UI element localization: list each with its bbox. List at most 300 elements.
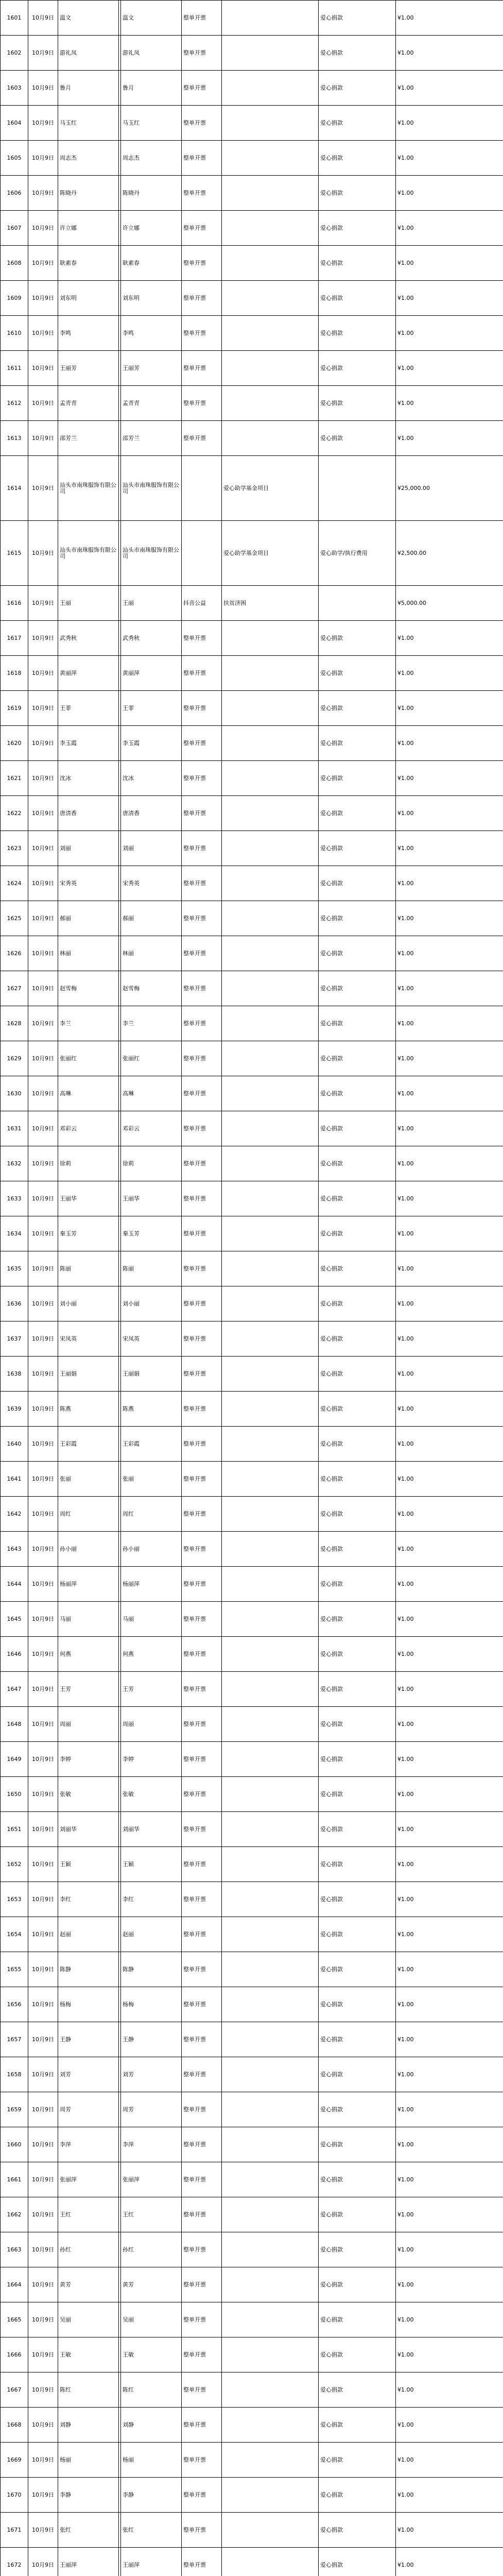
table-cell: 1663 (1, 2232, 28, 2267)
table-cell: 陈丽 (58, 1251, 119, 1286)
table-cell: ¥1.00 (396, 2408, 503, 2443)
table-cell: 10月9日 (28, 1952, 58, 1987)
table-cell: ¥1.00 (396, 1, 503, 36)
table-cell: ¥1.00 (396, 1427, 503, 1462)
table-cell (222, 1006, 319, 1041)
table-cell: 1623 (1, 831, 28, 866)
table-cell: 整单开票 (182, 1742, 222, 1777)
table-cell: 1662 (1, 2197, 28, 2232)
table-row (1, 971, 503, 1006)
table-cell: 10月9日 (28, 521, 58, 586)
table-cell: 黄丽萍 (58, 656, 119, 691)
table-cell: 爱心捐款 (319, 726, 396, 761)
table-cell: 1642 (1, 1497, 28, 1532)
table-cell (319, 456, 396, 521)
table-cell: 10月9日 (28, 1637, 58, 1672)
table-cell: 周红 (121, 1497, 182, 1532)
table-cell: 爱心捐款 (319, 1427, 396, 1462)
table-cell: 10月9日 (28, 1427, 58, 1462)
table-cell: 李婷 (58, 1742, 119, 1777)
table-cell: ¥1.00 (396, 2443, 503, 2478)
table-cell: 10月9日 (28, 2197, 58, 2232)
table-cell: 爱心捐款 (319, 2232, 396, 2267)
table-cell: 1660 (1, 2127, 28, 2162)
table-cell: 爱心捐款 (319, 281, 396, 316)
table-cell: 爱心捐款 (319, 1952, 396, 1987)
table-cell: ¥1.00 (396, 386, 503, 421)
table-cell: 张丽红 (121, 1041, 182, 1076)
table-cell: 刘丽 (121, 831, 182, 866)
table-cell: 爱心捐款 (319, 1567, 396, 1602)
table-row (1, 2057, 503, 2092)
table-cell: 整单开票 (182, 141, 222, 176)
table-cell: 1635 (1, 1251, 28, 1286)
table-cell: 1612 (1, 386, 28, 421)
table-cell (182, 521, 222, 586)
table-cell: 游礼凤 (58, 36, 119, 71)
table-cell: ¥1.00 (396, 1847, 503, 1882)
table-cell: 爱心捐款 (319, 1742, 396, 1777)
table-cell: 陈红 (121, 2372, 182, 2408)
table-cell: 10月9日 (28, 456, 58, 521)
table-row (1, 1707, 503, 1742)
table-cell: 10月9日 (28, 726, 58, 761)
table-cell: 10月9日 (28, 1812, 58, 1847)
table-row (1, 2267, 503, 2302)
table-cell: 爱心捐款 (319, 2337, 396, 2372)
table-cell: 整单开票 (182, 1357, 222, 1392)
table-cell: 1656 (1, 1987, 28, 2022)
table-cell (222, 1216, 319, 1251)
table-cell: 整单开票 (182, 1041, 222, 1076)
table-cell (222, 1777, 319, 1812)
table-cell: ¥1.00 (396, 2092, 503, 2127)
table-cell (222, 2092, 319, 2127)
table-row (1, 1357, 503, 1392)
table-cell (222, 36, 319, 71)
table-cell: 10月9日 (28, 2022, 58, 2057)
table-cell: 爱心捐款 (319, 1707, 396, 1742)
table-cell: 整单开票 (182, 281, 222, 316)
table-cell: 整单开票 (182, 2162, 222, 2197)
table-cell: 爱心捐款 (319, 2057, 396, 2092)
table-cell: 许立娜 (121, 211, 182, 246)
table-cell: 10月9日 (28, 691, 58, 726)
table-cell: 孟青青 (58, 386, 119, 421)
table-cell: 陈红 (58, 2372, 119, 2408)
table-cell (222, 1041, 319, 1076)
table-cell: 王丽芳 (121, 351, 182, 386)
table-cell: 整单开票 (182, 1392, 222, 1427)
table-row (1, 2162, 503, 2197)
table-row (1, 106, 503, 141)
table-cell: 王颖 (58, 1847, 119, 1882)
table-cell (222, 2022, 319, 2057)
table-cell: 王菲 (58, 691, 119, 726)
table-cell: 刘丽华 (121, 1812, 182, 1847)
table-cell: ¥1.00 (396, 421, 503, 456)
table-cell: ¥2,500.00 (396, 521, 503, 586)
table-cell (222, 1462, 319, 1497)
table-cell: ¥1.00 (396, 246, 503, 281)
table-cell: 爱心捐款 (319, 1, 396, 36)
table-cell: 李静 (58, 2478, 119, 2513)
table-cell: ¥1.00 (396, 71, 503, 106)
table-row (1, 726, 503, 761)
table-cell (222, 726, 319, 761)
table-cell: 张敏 (58, 1777, 119, 1812)
table-cell: 王静 (121, 2022, 182, 2057)
table-cell: 1666 (1, 2337, 28, 2372)
table-cell: 1605 (1, 141, 28, 176)
table-cell: 李萍 (58, 2127, 119, 2162)
table-cell: 汕头市南珠服饰有限公司 (58, 521, 119, 586)
table-row (1, 1216, 503, 1251)
table-cell: ¥1.00 (396, 1882, 503, 1917)
table-cell (222, 1286, 319, 1321)
table-cell: 整单开票 (182, 691, 222, 726)
table-cell: 杨丽萍 (121, 1567, 182, 1602)
table-cell (222, 1497, 319, 1532)
table-cell: 1637 (1, 1321, 28, 1357)
table-cell: ¥1.00 (396, 621, 503, 656)
table-cell: 1619 (1, 691, 28, 726)
table-cell: 10月9日 (28, 2513, 58, 2548)
table-row (1, 1041, 503, 1076)
table-cell: 爱心捐款 (319, 386, 396, 421)
table-cell: 刘静 (58, 2408, 119, 2443)
table-cell: ¥1.00 (396, 901, 503, 936)
table-cell: 1634 (1, 1216, 28, 1251)
table-cell (222, 1, 319, 36)
table-cell: 整单开票 (182, 1952, 222, 1987)
table-cell (222, 1392, 319, 1427)
table-cell: 爱心捐款 (319, 2443, 396, 2478)
table-row (1, 796, 503, 831)
table-cell: 爱心捐款 (319, 1672, 396, 1707)
table-cell: 10月9日 (28, 211, 58, 246)
table-cell: 王彩霞 (121, 1427, 182, 1462)
table-cell: 整单开票 (182, 1812, 222, 1847)
table-cell: 爱心捐款 (319, 1111, 396, 1146)
table-cell: 吴丽 (121, 2302, 182, 2337)
table-cell: 爱心捐款 (319, 1181, 396, 1216)
table-cell: 1602 (1, 36, 28, 71)
table-cell: ¥1.00 (396, 2197, 503, 2232)
table-cell (222, 2408, 319, 2443)
table-cell: 李鸣 (58, 316, 119, 351)
table-cell: 高琳 (121, 1076, 182, 1111)
table-cell: 何燕 (58, 1637, 119, 1672)
table-cell: ¥1.00 (396, 106, 503, 141)
table-cell: 10月9日 (28, 2267, 58, 2302)
table-cell: ¥1.00 (396, 761, 503, 796)
table-cell: 爱心捐款 (319, 1251, 396, 1286)
table-cell: 10月9日 (28, 1251, 58, 1286)
table-cell: 1621 (1, 761, 28, 796)
table-cell: 宋凤英 (58, 1321, 119, 1357)
table-cell: ¥1.00 (396, 1321, 503, 1357)
table-row (1, 176, 503, 211)
table-cell: 1644 (1, 1567, 28, 1602)
table-cell: 周芳 (121, 2092, 182, 2127)
table-cell: 1668 (1, 2408, 28, 2443)
table-row (1, 456, 503, 521)
table-cell (222, 1672, 319, 1707)
table-cell: 爱心捐款 (319, 1321, 396, 1357)
table-cell: 整单开票 (182, 106, 222, 141)
table-cell: 10月9日 (28, 1111, 58, 1146)
table-cell: 10月9日 (28, 316, 58, 351)
table-cell: 爱心捐款 (319, 1847, 396, 1882)
table-cell: ¥1.00 (396, 1917, 503, 1952)
table-cell: 何燕 (121, 1637, 182, 1672)
table-cell: 整单开票 (182, 971, 222, 1006)
table-cell: 整单开票 (182, 2092, 222, 2127)
table-cell: ¥1.00 (396, 281, 503, 316)
table-cell (222, 1321, 319, 1357)
table-cell: 刘小丽 (121, 1286, 182, 1321)
table-body (1, 1, 503, 2576)
table-cell: ¥1.00 (396, 2057, 503, 2092)
table-cell: 整单开票 (182, 316, 222, 351)
table-row (1, 1847, 503, 1882)
table-cell: 王菲 (121, 691, 182, 726)
table-cell: 整单开票 (182, 2022, 222, 2057)
table-cell: 10月9日 (28, 1567, 58, 1602)
table-cell: 1652 (1, 1847, 28, 1882)
table-cell: ¥1.00 (396, 2478, 503, 2513)
table-cell: 沈冰 (58, 761, 119, 796)
table-cell: ¥1.00 (396, 2372, 503, 2408)
table-row (1, 211, 503, 246)
table-cell: 爱心捐款 (319, 1041, 396, 1076)
table-cell: ¥1.00 (396, 1637, 503, 1672)
table-cell: ¥1.00 (396, 1602, 503, 1637)
table-cell: 李鸣 (121, 316, 182, 351)
table-row (1, 1602, 503, 1637)
table-row (1, 1987, 503, 2022)
table-cell: 徐莉 (121, 1146, 182, 1181)
table-cell: 1643 (1, 1532, 28, 1567)
table-cell (222, 2443, 319, 2478)
table-cell: 1631 (1, 1111, 28, 1146)
table-cell (222, 691, 319, 726)
table-cell: 1616 (1, 586, 28, 621)
table-cell: 张红 (121, 2513, 182, 2548)
table-cell: 爱心捐款 (319, 656, 396, 691)
table-cell: 耿素春 (58, 246, 119, 281)
table-cell: 10月9日 (28, 141, 58, 176)
table-row (1, 1392, 503, 1427)
table-cell: 整单开票 (182, 1181, 222, 1216)
table-cell (222, 2548, 319, 2576)
table-cell: 10月9日 (28, 1742, 58, 1777)
table-cell: 唐清香 (58, 796, 119, 831)
table-cell: 邵芳兰 (58, 421, 119, 456)
table-cell: 1617 (1, 621, 28, 656)
table-cell: 整单开票 (182, 1637, 222, 1672)
table-cell: 爱心捐款 (319, 141, 396, 176)
table-cell: 张丽萍 (58, 2162, 119, 2197)
table-cell: 1628 (1, 1006, 28, 1041)
table-cell: 爱心捐款 (319, 2092, 396, 2127)
table-cell: 爱心捐款 (319, 866, 396, 901)
table-cell: 整单开票 (182, 2057, 222, 2092)
table-cell: ¥1.00 (396, 1392, 503, 1427)
table-cell: ¥1.00 (396, 1532, 503, 1567)
table-cell: 1645 (1, 1602, 28, 1637)
table-row (1, 621, 503, 656)
table-cell: 1641 (1, 1462, 28, 1497)
table-cell: ¥5,000.00 (396, 586, 503, 621)
table-cell: 整单开票 (182, 2478, 222, 2513)
table-cell: 爱心捐款 (319, 1006, 396, 1041)
table-cell: 王红 (121, 2197, 182, 2232)
table-cell (222, 1847, 319, 1882)
table-cell: 整单开票 (182, 351, 222, 386)
table-cell: 10月9日 (28, 1321, 58, 1357)
table-cell: 宋凤英 (121, 1321, 182, 1357)
table-cell: 10月9日 (28, 1041, 58, 1076)
table-cell: 爱心捐款 (319, 1357, 396, 1392)
table-cell (222, 246, 319, 281)
table-cell: 10月9日 (28, 2092, 58, 2127)
table-cell (222, 901, 319, 936)
table-cell: 整单开票 (182, 1286, 222, 1321)
table-cell: ¥1.00 (396, 1357, 503, 1392)
table-cell: 高琳 (58, 1076, 119, 1111)
table-cell: 赵丽 (121, 1917, 182, 1952)
table-cell: 爱心捐款 (319, 2408, 396, 2443)
table-cell: 杨梅 (58, 1987, 119, 2022)
table-cell: ¥1.00 (396, 1952, 503, 1987)
table-cell: 爱心助学/执行费用 (319, 521, 396, 586)
table-cell: 整单开票 (182, 2302, 222, 2337)
table-cell: 1604 (1, 106, 28, 141)
table-cell: 整单开票 (182, 1076, 222, 1111)
table-cell (222, 1602, 319, 1637)
table-row (1, 1882, 503, 1917)
table-cell: 1649 (1, 1742, 28, 1777)
table-cell: 张丽 (121, 1462, 182, 1497)
table-cell: 孙小丽 (121, 1532, 182, 1567)
table-cell: 1664 (1, 2267, 28, 2302)
table-cell: 整单开票 (182, 1146, 222, 1181)
table-row (1, 2232, 503, 2267)
table-cell (222, 71, 319, 106)
table-cell: ¥1.00 (396, 866, 503, 901)
table-cell: 爱心捐款 (319, 796, 396, 831)
table-cell: 爱心捐款 (319, 1532, 396, 1567)
table-cell (222, 1882, 319, 1917)
table-cell: ¥1.00 (396, 1777, 503, 1812)
table-row (1, 831, 503, 866)
table-cell: 爱心助学基金项目 (222, 521, 319, 586)
table-cell (182, 456, 222, 521)
table-cell (222, 386, 319, 421)
table-cell: 1669 (1, 2443, 28, 2478)
table-cell: 李静 (121, 2478, 182, 2513)
table-cell: 爱心捐款 (319, 2162, 396, 2197)
table-cell: 10月9日 (28, 1462, 58, 1497)
table-cell: 爱心捐款 (319, 71, 396, 106)
table-cell: 孟青青 (121, 386, 182, 421)
table-cell: 爱心捐款 (319, 1392, 396, 1427)
table-cell: ¥1.00 (396, 176, 503, 211)
table-row (1, 2548, 503, 2576)
table-cell: 爱心捐款 (319, 316, 396, 351)
table-cell: 秦玉芳 (58, 1216, 119, 1251)
table-cell: 10月9日 (28, 281, 58, 316)
table-cell: 10月9日 (28, 1497, 58, 1532)
table-cell: 爱心捐款 (319, 2513, 396, 2548)
table-cell: 王敏 (121, 2337, 182, 2372)
table-cell: ¥1.00 (396, 1812, 503, 1847)
table-cell (222, 2232, 319, 2267)
table-cell (222, 421, 319, 456)
table-cell: 1614 (1, 456, 28, 521)
table-cell: ¥1.00 (396, 726, 503, 761)
table-cell: 爱心捐款 (319, 351, 396, 386)
table-cell: 王彩霞 (58, 1427, 119, 1462)
table-cell: 爱心助学基金项目 (222, 456, 319, 521)
table-cell: 10月9日 (28, 71, 58, 106)
table-cell: ¥1.00 (396, 2267, 503, 2302)
table-cell: 王丽娟 (58, 1357, 119, 1392)
table-cell: 刘丽华 (58, 1812, 119, 1847)
table-cell: 杨丽 (121, 2443, 182, 2478)
table-cell: 张丽萍 (121, 2162, 182, 2197)
table-cell: ¥1.00 (396, 2232, 503, 2267)
table-cell: ¥1.00 (396, 1707, 503, 1742)
table-cell: 整单开票 (182, 176, 222, 211)
table-cell: ¥1.00 (396, 1006, 503, 1041)
table-cell: 爱心捐款 (319, 971, 396, 1006)
table-cell: 周丽 (58, 1707, 119, 1742)
table-cell: 1646 (1, 1637, 28, 1672)
table-cell: 杨丽 (58, 2443, 119, 2478)
table-cell: 10月9日 (28, 1917, 58, 1952)
table-row (1, 901, 503, 936)
table-cell: 整单开票 (182, 421, 222, 456)
table-cell: 整单开票 (182, 2232, 222, 2267)
table-cell: 周红 (58, 1497, 119, 1532)
table-row (1, 2408, 503, 2443)
table-cell: 10月9日 (28, 1532, 58, 1567)
table-cell: 整单开票 (182, 621, 222, 656)
table-row (1, 1076, 503, 1111)
table-row (1, 2478, 503, 2513)
table-cell: 1608 (1, 246, 28, 281)
table-cell: 10月9日 (28, 2372, 58, 2408)
table-cell: ¥1.00 (396, 1286, 503, 1321)
table-cell: 10月9日 (28, 796, 58, 831)
table-cell: 10月9日 (28, 1357, 58, 1392)
table-cell: 王丽萍 (58, 2548, 119, 2576)
table-cell: 10月9日 (28, 1006, 58, 1041)
table-cell (222, 1251, 319, 1286)
table-cell: 爱心捐款 (319, 1777, 396, 1812)
table-cell: 爱心捐款 (319, 1602, 396, 1637)
table-cell: 1667 (1, 2372, 28, 2408)
table-cell: 刘小丽 (58, 1286, 119, 1321)
table-row (1, 36, 503, 71)
table-cell: 爱心捐款 (319, 2127, 396, 2162)
table-cell: 爱心捐款 (319, 1076, 396, 1111)
table-cell: 1620 (1, 726, 28, 761)
table-cell: 整单开票 (182, 2267, 222, 2302)
